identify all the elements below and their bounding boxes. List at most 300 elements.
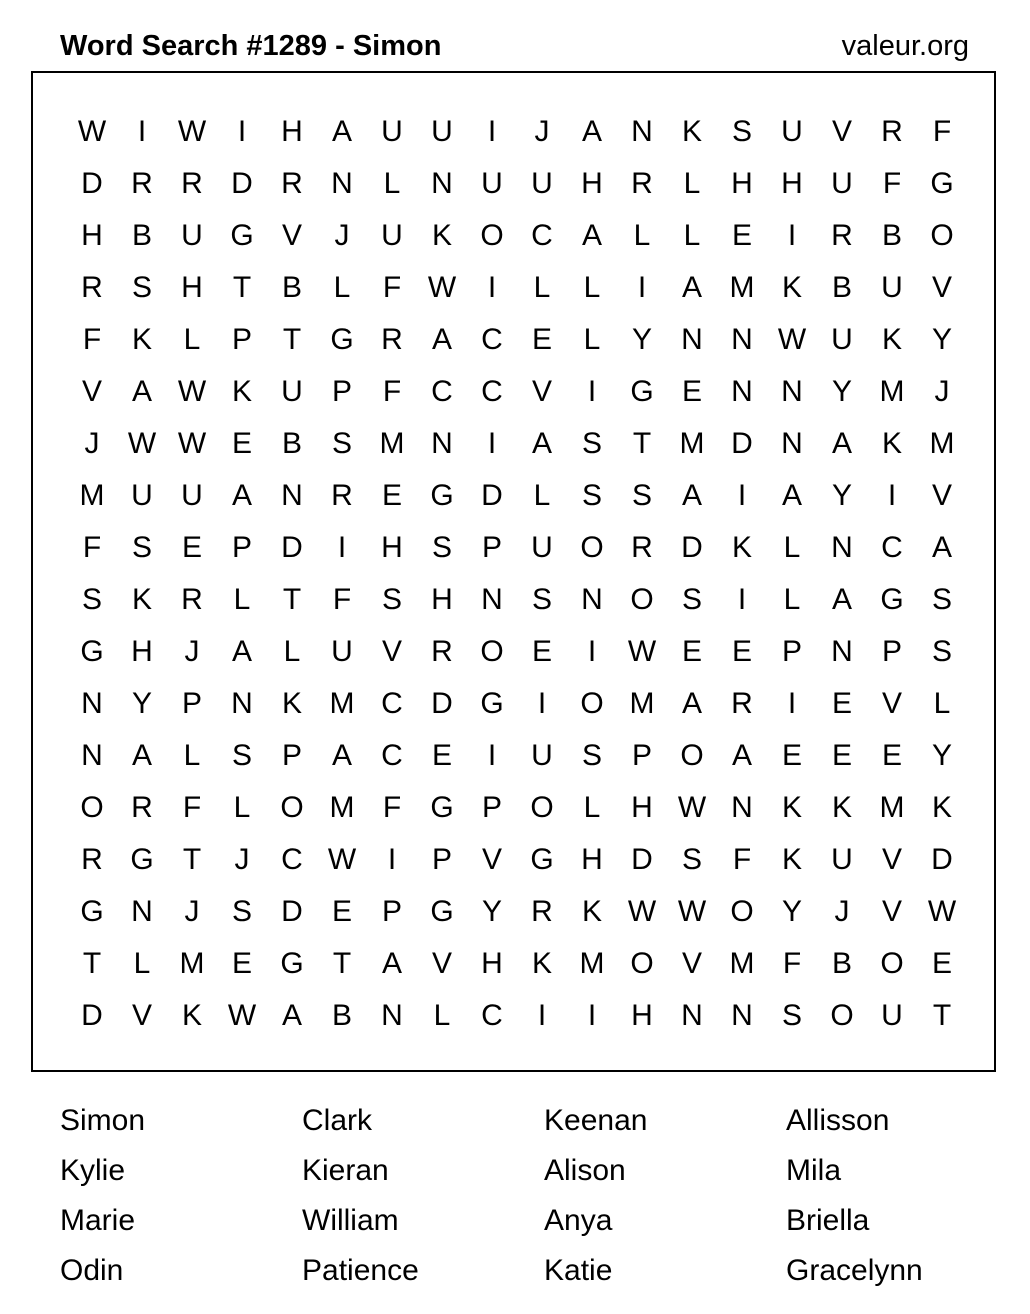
grid-cell: T bbox=[182, 843, 202, 876]
grid-cell: E bbox=[681, 635, 702, 668]
grid-cell: J bbox=[334, 219, 350, 252]
grid-cell: L bbox=[633, 219, 651, 252]
grid-cell: R bbox=[131, 791, 153, 824]
grid-cell: J bbox=[84, 427, 100, 460]
grid-cell: V bbox=[281, 219, 302, 252]
grid-cell: B bbox=[281, 427, 302, 460]
grid-cell: L bbox=[383, 167, 401, 200]
grid-cell: P bbox=[781, 635, 802, 668]
grid-cell: F bbox=[182, 791, 202, 824]
word-list-item: Clark bbox=[302, 1104, 373, 1137]
grid-cell: D bbox=[81, 167, 103, 200]
grid-cell: R bbox=[81, 271, 103, 304]
grid-cell: L bbox=[433, 999, 451, 1032]
grid-cell: K bbox=[131, 323, 152, 356]
word-list-item: Allisson bbox=[786, 1104, 890, 1137]
grid-cell: I bbox=[637, 271, 647, 304]
grid-cell: V bbox=[881, 843, 902, 876]
word-list-item: Kieran bbox=[302, 1154, 389, 1187]
grid-cell: S bbox=[931, 583, 952, 616]
grid-cell: N bbox=[81, 687, 103, 720]
grid-cell: F bbox=[932, 115, 952, 148]
grid-cell: J bbox=[834, 895, 850, 928]
grid-cell: H bbox=[281, 115, 303, 148]
grid-cell: N bbox=[731, 791, 753, 824]
grid-cell: D bbox=[81, 999, 103, 1032]
grid-cell: A bbox=[231, 635, 252, 668]
grid-cell: L bbox=[683, 219, 701, 252]
grid-cell: O bbox=[80, 791, 104, 824]
grid-cell: A bbox=[681, 271, 702, 304]
grid-cell: U bbox=[531, 531, 553, 564]
grid-cell: Y bbox=[481, 895, 502, 928]
grid-cell: H bbox=[631, 999, 653, 1032]
grid-cell: Y bbox=[631, 323, 652, 356]
grid-cell: N bbox=[681, 323, 703, 356]
grid-cell: N bbox=[681, 999, 703, 1032]
grid-cell: O bbox=[730, 895, 754, 928]
grid-cell: V bbox=[81, 375, 102, 408]
grid-cell: S bbox=[131, 271, 152, 304]
grid-cell: E bbox=[531, 635, 552, 668]
grid-cell: M bbox=[929, 427, 955, 460]
grid-cell: P bbox=[381, 895, 402, 928]
grid-cell: U bbox=[131, 479, 153, 512]
grid-cell: T bbox=[332, 947, 352, 980]
grid-cell: T bbox=[282, 583, 302, 616]
grid-cell: P bbox=[631, 739, 652, 772]
grid-cell: I bbox=[487, 739, 497, 772]
grid-cell: M bbox=[879, 791, 905, 824]
grid-cell: K bbox=[881, 323, 902, 356]
grid-cell: I bbox=[587, 375, 597, 408]
grid-cell: A bbox=[381, 947, 402, 980]
grid-cell: R bbox=[81, 843, 103, 876]
grid-cell: E bbox=[381, 479, 402, 512]
grid-cell: R bbox=[431, 635, 453, 668]
grid-cell: N bbox=[231, 687, 253, 720]
grid-cell: L bbox=[183, 739, 201, 772]
grid-cell: T bbox=[632, 427, 652, 460]
grid-cell: N bbox=[481, 583, 503, 616]
grid-cell: S bbox=[231, 739, 252, 772]
grid-cell: B bbox=[881, 219, 902, 252]
grid-cell: V bbox=[481, 843, 502, 876]
word-list-item: Odin bbox=[60, 1254, 124, 1287]
grid-cell: L bbox=[333, 271, 351, 304]
grid-cell: O bbox=[930, 219, 954, 252]
grid-cell: S bbox=[231, 895, 252, 928]
grid-cell: P bbox=[481, 531, 502, 564]
grid-cell: G bbox=[130, 843, 154, 876]
grid-cell: S bbox=[681, 843, 702, 876]
grid-cell: A bbox=[331, 115, 352, 148]
grid-cell: F bbox=[382, 271, 402, 304]
grid-cell: R bbox=[131, 167, 153, 200]
grid-cell: D bbox=[231, 167, 253, 200]
grid-cell: E bbox=[231, 427, 252, 460]
puzzle-title: Word Search #1289 - Simon bbox=[60, 30, 442, 62]
grid-cell: T bbox=[82, 947, 102, 980]
grid-cell: J bbox=[184, 635, 200, 668]
grid-cell: T bbox=[232, 271, 252, 304]
grid-cell: D bbox=[281, 531, 303, 564]
grid-cell: V bbox=[431, 947, 452, 980]
grid-cell: G bbox=[330, 323, 354, 356]
grid-cell: U bbox=[381, 219, 403, 252]
grid-cell: B bbox=[281, 271, 302, 304]
grid-cell: W bbox=[777, 323, 807, 356]
grid-cell: B bbox=[131, 219, 152, 252]
grid-cell: U bbox=[481, 167, 503, 200]
grid-cell: P bbox=[281, 739, 302, 772]
grid-cell: C bbox=[481, 375, 503, 408]
grid-cell: O bbox=[480, 635, 504, 668]
grid-cell: U bbox=[781, 115, 803, 148]
grid-cell: A bbox=[431, 323, 452, 356]
grid-cell: G bbox=[430, 895, 454, 928]
grid-cell: H bbox=[581, 167, 603, 200]
grid-cell: N bbox=[731, 999, 753, 1032]
grid-cell: K bbox=[681, 115, 702, 148]
grid-cell: T bbox=[282, 323, 302, 356]
grid-cell: A bbox=[831, 427, 852, 460]
grid-cell: F bbox=[82, 531, 102, 564]
grid-cell: J bbox=[934, 375, 950, 408]
grid-cell: M bbox=[179, 947, 205, 980]
grid-cell: H bbox=[431, 583, 453, 616]
grid-cell: E bbox=[831, 739, 852, 772]
grid-cell: H bbox=[631, 791, 653, 824]
grid-cell: U bbox=[831, 323, 853, 356]
grid-cell: K bbox=[831, 791, 852, 824]
grid-cell: U bbox=[181, 479, 203, 512]
word-list-item: Patience bbox=[302, 1254, 419, 1287]
grid-cell: F bbox=[882, 167, 902, 200]
grid-cell: F bbox=[782, 947, 802, 980]
grid-cell: R bbox=[881, 115, 903, 148]
grid-cell: W bbox=[177, 427, 207, 460]
grid-cell: S bbox=[931, 635, 952, 668]
grid-cell: M bbox=[79, 479, 105, 512]
word-list-item: Gracelynn bbox=[786, 1254, 923, 1287]
grid-cell: P bbox=[231, 531, 252, 564]
grid-cell: I bbox=[487, 427, 497, 460]
grid-cell: L bbox=[783, 583, 801, 616]
grid-cell: K bbox=[431, 219, 452, 252]
grid-cell: I bbox=[237, 115, 247, 148]
word-list-item: Anya bbox=[544, 1204, 613, 1237]
grid-cell: M bbox=[329, 687, 355, 720]
grid-cell: R bbox=[531, 895, 553, 928]
grid-cell: E bbox=[931, 947, 952, 980]
grid-cell: S bbox=[781, 999, 802, 1032]
word-list-item: Kylie bbox=[60, 1154, 126, 1187]
grid-cell: M bbox=[329, 791, 355, 824]
grid-cell: K bbox=[181, 999, 202, 1032]
grid-cell: L bbox=[183, 323, 201, 356]
grid-cell: R bbox=[281, 167, 303, 200]
grid-cell: J bbox=[234, 843, 250, 876]
grid-cell: C bbox=[381, 739, 403, 772]
grid-cell: S bbox=[131, 531, 152, 564]
grid-cell: V bbox=[831, 115, 852, 148]
word-list-item: Alison bbox=[544, 1154, 626, 1187]
grid-cell: N bbox=[831, 531, 853, 564]
grid-cell: W bbox=[227, 999, 257, 1032]
grid-cell: M bbox=[579, 947, 605, 980]
grid-cell: F bbox=[332, 583, 352, 616]
grid-cell: N bbox=[331, 167, 353, 200]
grid-cell: L bbox=[533, 479, 551, 512]
grid-cell: N bbox=[631, 115, 653, 148]
grid-cell: U bbox=[881, 271, 903, 304]
grid-cell: H bbox=[731, 167, 753, 200]
grid-cell: V bbox=[881, 895, 902, 928]
grid-cell: M bbox=[679, 427, 705, 460]
grid-cell: G bbox=[80, 635, 104, 668]
grid-cell: G bbox=[230, 219, 254, 252]
grid-cell: L bbox=[133, 947, 151, 980]
grid-cell: W bbox=[177, 375, 207, 408]
grid-cell: L bbox=[233, 583, 251, 616]
grid-cell: L bbox=[533, 271, 551, 304]
grid-cell: S bbox=[381, 583, 402, 616]
grid-cell: A bbox=[581, 115, 602, 148]
grid-cell: B bbox=[831, 271, 852, 304]
grid-cell: V bbox=[381, 635, 402, 668]
grid-cell: I bbox=[787, 687, 797, 720]
grid-cell: H bbox=[581, 843, 603, 876]
grid-cell: O bbox=[630, 583, 654, 616]
grid-cell: H bbox=[481, 947, 503, 980]
grid-cell: W bbox=[677, 895, 707, 928]
grid-cell: H bbox=[781, 167, 803, 200]
grid-cell: O bbox=[630, 947, 654, 980]
grid-cell: W bbox=[627, 635, 657, 668]
grid-cell: A bbox=[131, 739, 152, 772]
grid-cell: L bbox=[683, 167, 701, 200]
grid-cell: K bbox=[781, 791, 802, 824]
grid-cell: M bbox=[729, 271, 755, 304]
grid-cell: O bbox=[280, 791, 304, 824]
grid-cell: D bbox=[931, 843, 953, 876]
grid-cell: W bbox=[627, 895, 657, 928]
grid-cell: G bbox=[430, 791, 454, 824]
grid-cell: A bbox=[731, 739, 752, 772]
grid-cell: I bbox=[537, 687, 547, 720]
grid-cell: S bbox=[81, 583, 102, 616]
grid-cell: I bbox=[487, 271, 497, 304]
grid-cell: K bbox=[781, 843, 802, 876]
grid-cell: B bbox=[831, 947, 852, 980]
grid-cell: F bbox=[82, 323, 102, 356]
grid-cell: O bbox=[680, 739, 704, 772]
grid-cell: I bbox=[137, 115, 147, 148]
grid-cell: D bbox=[481, 479, 503, 512]
grid-cell: I bbox=[537, 999, 547, 1032]
grid-cell: H bbox=[181, 271, 203, 304]
grid-cell: E bbox=[431, 739, 452, 772]
grid-cell: E bbox=[681, 375, 702, 408]
grid-cell: V bbox=[681, 947, 702, 980]
grid-cell: O bbox=[880, 947, 904, 980]
grid-cell: W bbox=[927, 895, 957, 928]
grid-cell: E bbox=[531, 323, 552, 356]
grid-cell: J bbox=[184, 895, 200, 928]
grid-cell: A bbox=[131, 375, 152, 408]
grid-cell: I bbox=[587, 999, 597, 1032]
grid-cell: W bbox=[127, 427, 157, 460]
grid-cell: C bbox=[381, 687, 403, 720]
grid-cell: L bbox=[583, 323, 601, 356]
grid-cell: A bbox=[781, 479, 802, 512]
grid-cell: A bbox=[681, 479, 702, 512]
letter-grid bbox=[67, 106, 967, 1042]
grid-cell: V bbox=[931, 479, 952, 512]
grid-cell: S bbox=[581, 479, 602, 512]
grid-cell: Y bbox=[931, 739, 952, 772]
grid-cell: N bbox=[581, 583, 603, 616]
word-list-item: Simon bbox=[60, 1104, 146, 1137]
grid-cell: D bbox=[631, 843, 653, 876]
grid-cell: G bbox=[630, 375, 654, 408]
grid-cell: L bbox=[283, 635, 301, 668]
grid-cell: D bbox=[281, 895, 303, 928]
grid-cell: E bbox=[881, 739, 902, 772]
grid-cell: I bbox=[387, 843, 397, 876]
grid-cell: G bbox=[880, 583, 904, 616]
grid-cell: C bbox=[481, 999, 503, 1032]
grid-cell: C bbox=[531, 219, 553, 252]
grid-cell: U bbox=[331, 635, 353, 668]
grid-cell: T bbox=[932, 999, 952, 1032]
grid-cell: N bbox=[81, 739, 103, 772]
grid-cell: R bbox=[331, 479, 353, 512]
grid-cell: V bbox=[931, 271, 952, 304]
grid-cell: S bbox=[731, 115, 752, 148]
grid-cell: U bbox=[831, 167, 853, 200]
grid-cell: E bbox=[781, 739, 802, 772]
grid-cell: U bbox=[831, 843, 853, 876]
grid-cell: E bbox=[831, 687, 852, 720]
grid-cell: P bbox=[181, 687, 202, 720]
grid-cell: A bbox=[581, 219, 602, 252]
grid-cell: E bbox=[181, 531, 202, 564]
grid-cell: R bbox=[731, 687, 753, 720]
grid-cell: N bbox=[731, 323, 753, 356]
grid-cell: L bbox=[783, 531, 801, 564]
grid-cell: K bbox=[881, 427, 902, 460]
grid-cell: P bbox=[331, 375, 352, 408]
grid-cell: N bbox=[281, 479, 303, 512]
grid-cell: Y bbox=[781, 895, 802, 928]
grid-cell: N bbox=[731, 375, 753, 408]
grid-cell: D bbox=[731, 427, 753, 460]
grid-cell: W bbox=[427, 271, 457, 304]
grid-cell: W bbox=[177, 115, 207, 148]
grid-cell: A bbox=[531, 427, 552, 460]
grid-cell: I bbox=[337, 531, 347, 564]
grid-cell: I bbox=[737, 583, 747, 616]
grid-cell: F bbox=[732, 843, 752, 876]
grid-cell: K bbox=[581, 895, 602, 928]
grid-cell: A bbox=[331, 739, 352, 772]
grid-cell: S bbox=[631, 479, 652, 512]
grid-cell: I bbox=[587, 635, 597, 668]
grid-cell: W bbox=[327, 843, 357, 876]
grid-cell: D bbox=[431, 687, 453, 720]
grid-cell: K bbox=[781, 271, 802, 304]
puzzle-frame bbox=[31, 71, 996, 1072]
grid-cell: O bbox=[530, 791, 554, 824]
grid-cell: S bbox=[531, 583, 552, 616]
grid-cell: E bbox=[331, 895, 352, 928]
grid-cell: M bbox=[729, 947, 755, 980]
grid-cell: V bbox=[131, 999, 152, 1032]
grid-cell: B bbox=[331, 999, 352, 1032]
grid-cell: V bbox=[881, 687, 902, 720]
grid-cell: H bbox=[381, 531, 403, 564]
grid-cell: A bbox=[931, 531, 952, 564]
grid-cell: A bbox=[831, 583, 852, 616]
grid-cell: L bbox=[583, 791, 601, 824]
grid-cell: E bbox=[731, 635, 752, 668]
grid-cell: G bbox=[930, 167, 954, 200]
grid-cell: S bbox=[581, 427, 602, 460]
grid-cell: G bbox=[530, 843, 554, 876]
grid-cell: Y bbox=[831, 375, 852, 408]
grid-cell: W bbox=[77, 115, 107, 148]
grid-cell: M bbox=[879, 375, 905, 408]
grid-cell: W bbox=[677, 791, 707, 824]
grid-cell: R bbox=[831, 219, 853, 252]
grid-cell: A bbox=[231, 479, 252, 512]
grid-cell: P bbox=[881, 635, 902, 668]
grid-cell: I bbox=[787, 219, 797, 252]
grid-cell: O bbox=[580, 687, 604, 720]
grid-cell: G bbox=[80, 895, 104, 928]
grid-cell: C bbox=[281, 843, 303, 876]
grid-cell: L bbox=[233, 791, 251, 824]
grid-cell: E bbox=[231, 947, 252, 980]
grid-cell: O bbox=[580, 531, 604, 564]
grid-cell: U bbox=[181, 219, 203, 252]
grid-cell: U bbox=[381, 115, 403, 148]
grid-cell: C bbox=[881, 531, 903, 564]
grid-cell: Y bbox=[831, 479, 852, 512]
grid-cell: K bbox=[231, 375, 252, 408]
grid-cell: S bbox=[681, 583, 702, 616]
grid-cell: O bbox=[830, 999, 854, 1032]
grid-cell: N bbox=[381, 999, 403, 1032]
grid-cell: C bbox=[431, 375, 453, 408]
grid-cell: R bbox=[381, 323, 403, 356]
grid-cell: I bbox=[737, 479, 747, 512]
grid-cell: I bbox=[887, 479, 897, 512]
grid-cell: G bbox=[430, 479, 454, 512]
grid-cell: N bbox=[431, 167, 453, 200]
grid-cell: A bbox=[281, 999, 302, 1032]
grid-cell: K bbox=[731, 531, 752, 564]
grid-cell: R bbox=[181, 167, 203, 200]
word-list-item: Briella bbox=[786, 1204, 870, 1237]
word-list-item: Marie bbox=[60, 1204, 136, 1237]
grid-cell: H bbox=[131, 635, 153, 668]
grid-cell: L bbox=[933, 687, 951, 720]
grid-cell: O bbox=[480, 219, 504, 252]
site-name: valeur.org bbox=[841, 30, 969, 62]
